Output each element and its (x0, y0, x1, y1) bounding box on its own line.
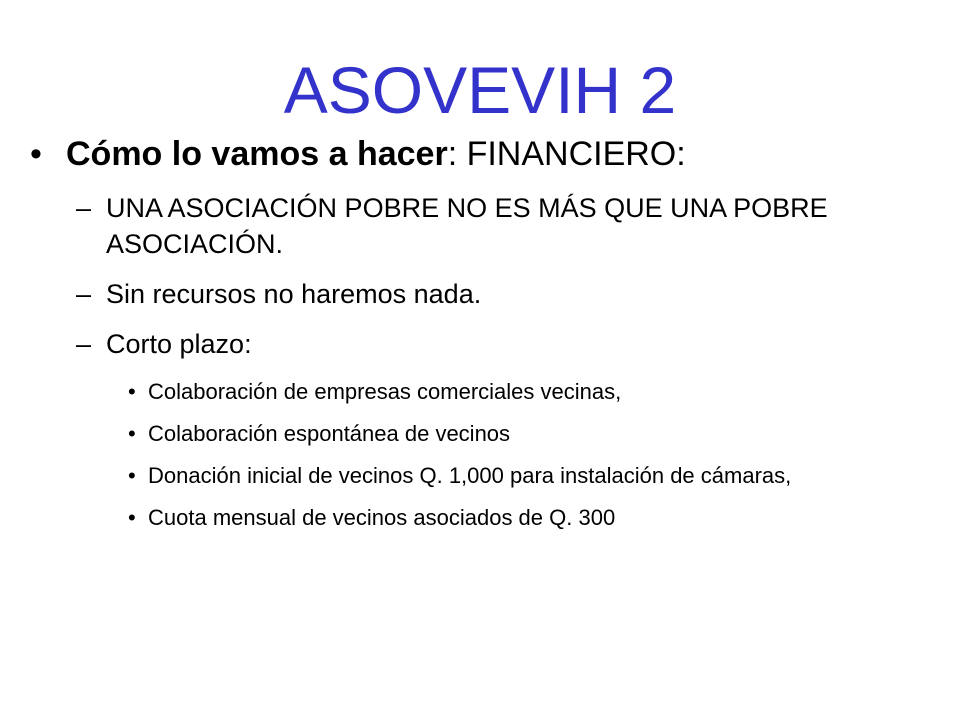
bullet-icon: • (30, 135, 42, 173)
bullet-text: Colaboración de empresas comerciales vecinas, (148, 379, 622, 404)
dash-marker: – (76, 279, 92, 309)
dash-marker: – (76, 193, 92, 223)
heading-item (30, 130, 930, 178)
bullet-icon: • (128, 379, 136, 404)
bullet-icon: • (128, 463, 136, 488)
bullet-icon: • (128, 505, 136, 530)
slide-body (30, 130, 930, 532)
heading-rest-text: : FINANCIERO: (447, 135, 686, 173)
subitem (30, 326, 930, 362)
subitem-text: Corto plazo: (106, 329, 252, 359)
bullet-text: Cuota mensual de vecinos asociados de Q. 300 (148, 505, 616, 530)
slide-title: ASOVEVIH 2 (283, 53, 677, 127)
bullet-item (30, 420, 918, 448)
bullet-item (30, 378, 918, 406)
heading-bold-text: Cómo lo vamos a hacer (66, 135, 448, 173)
subitem-text: UNA ASOCIACIÓN POBRE NO ES MÁS QUE UNA POBRE ASOCIACIÓN. (106, 193, 828, 259)
bullet-text: Colaboración espontánea de vecinos (148, 421, 511, 446)
bullet-item (30, 504, 918, 532)
bullet-icon: • (128, 421, 136, 446)
subitem (30, 276, 930, 312)
bullet-text: Donación inicial de vecinos Q. 1,000 para instalación de cámaras, (148, 463, 792, 488)
subitem (30, 190, 930, 262)
subitem-text: Sin recursos no haremos nada. (106, 279, 482, 309)
bullet-item (30, 462, 918, 490)
dash-marker: – (76, 329, 92, 359)
